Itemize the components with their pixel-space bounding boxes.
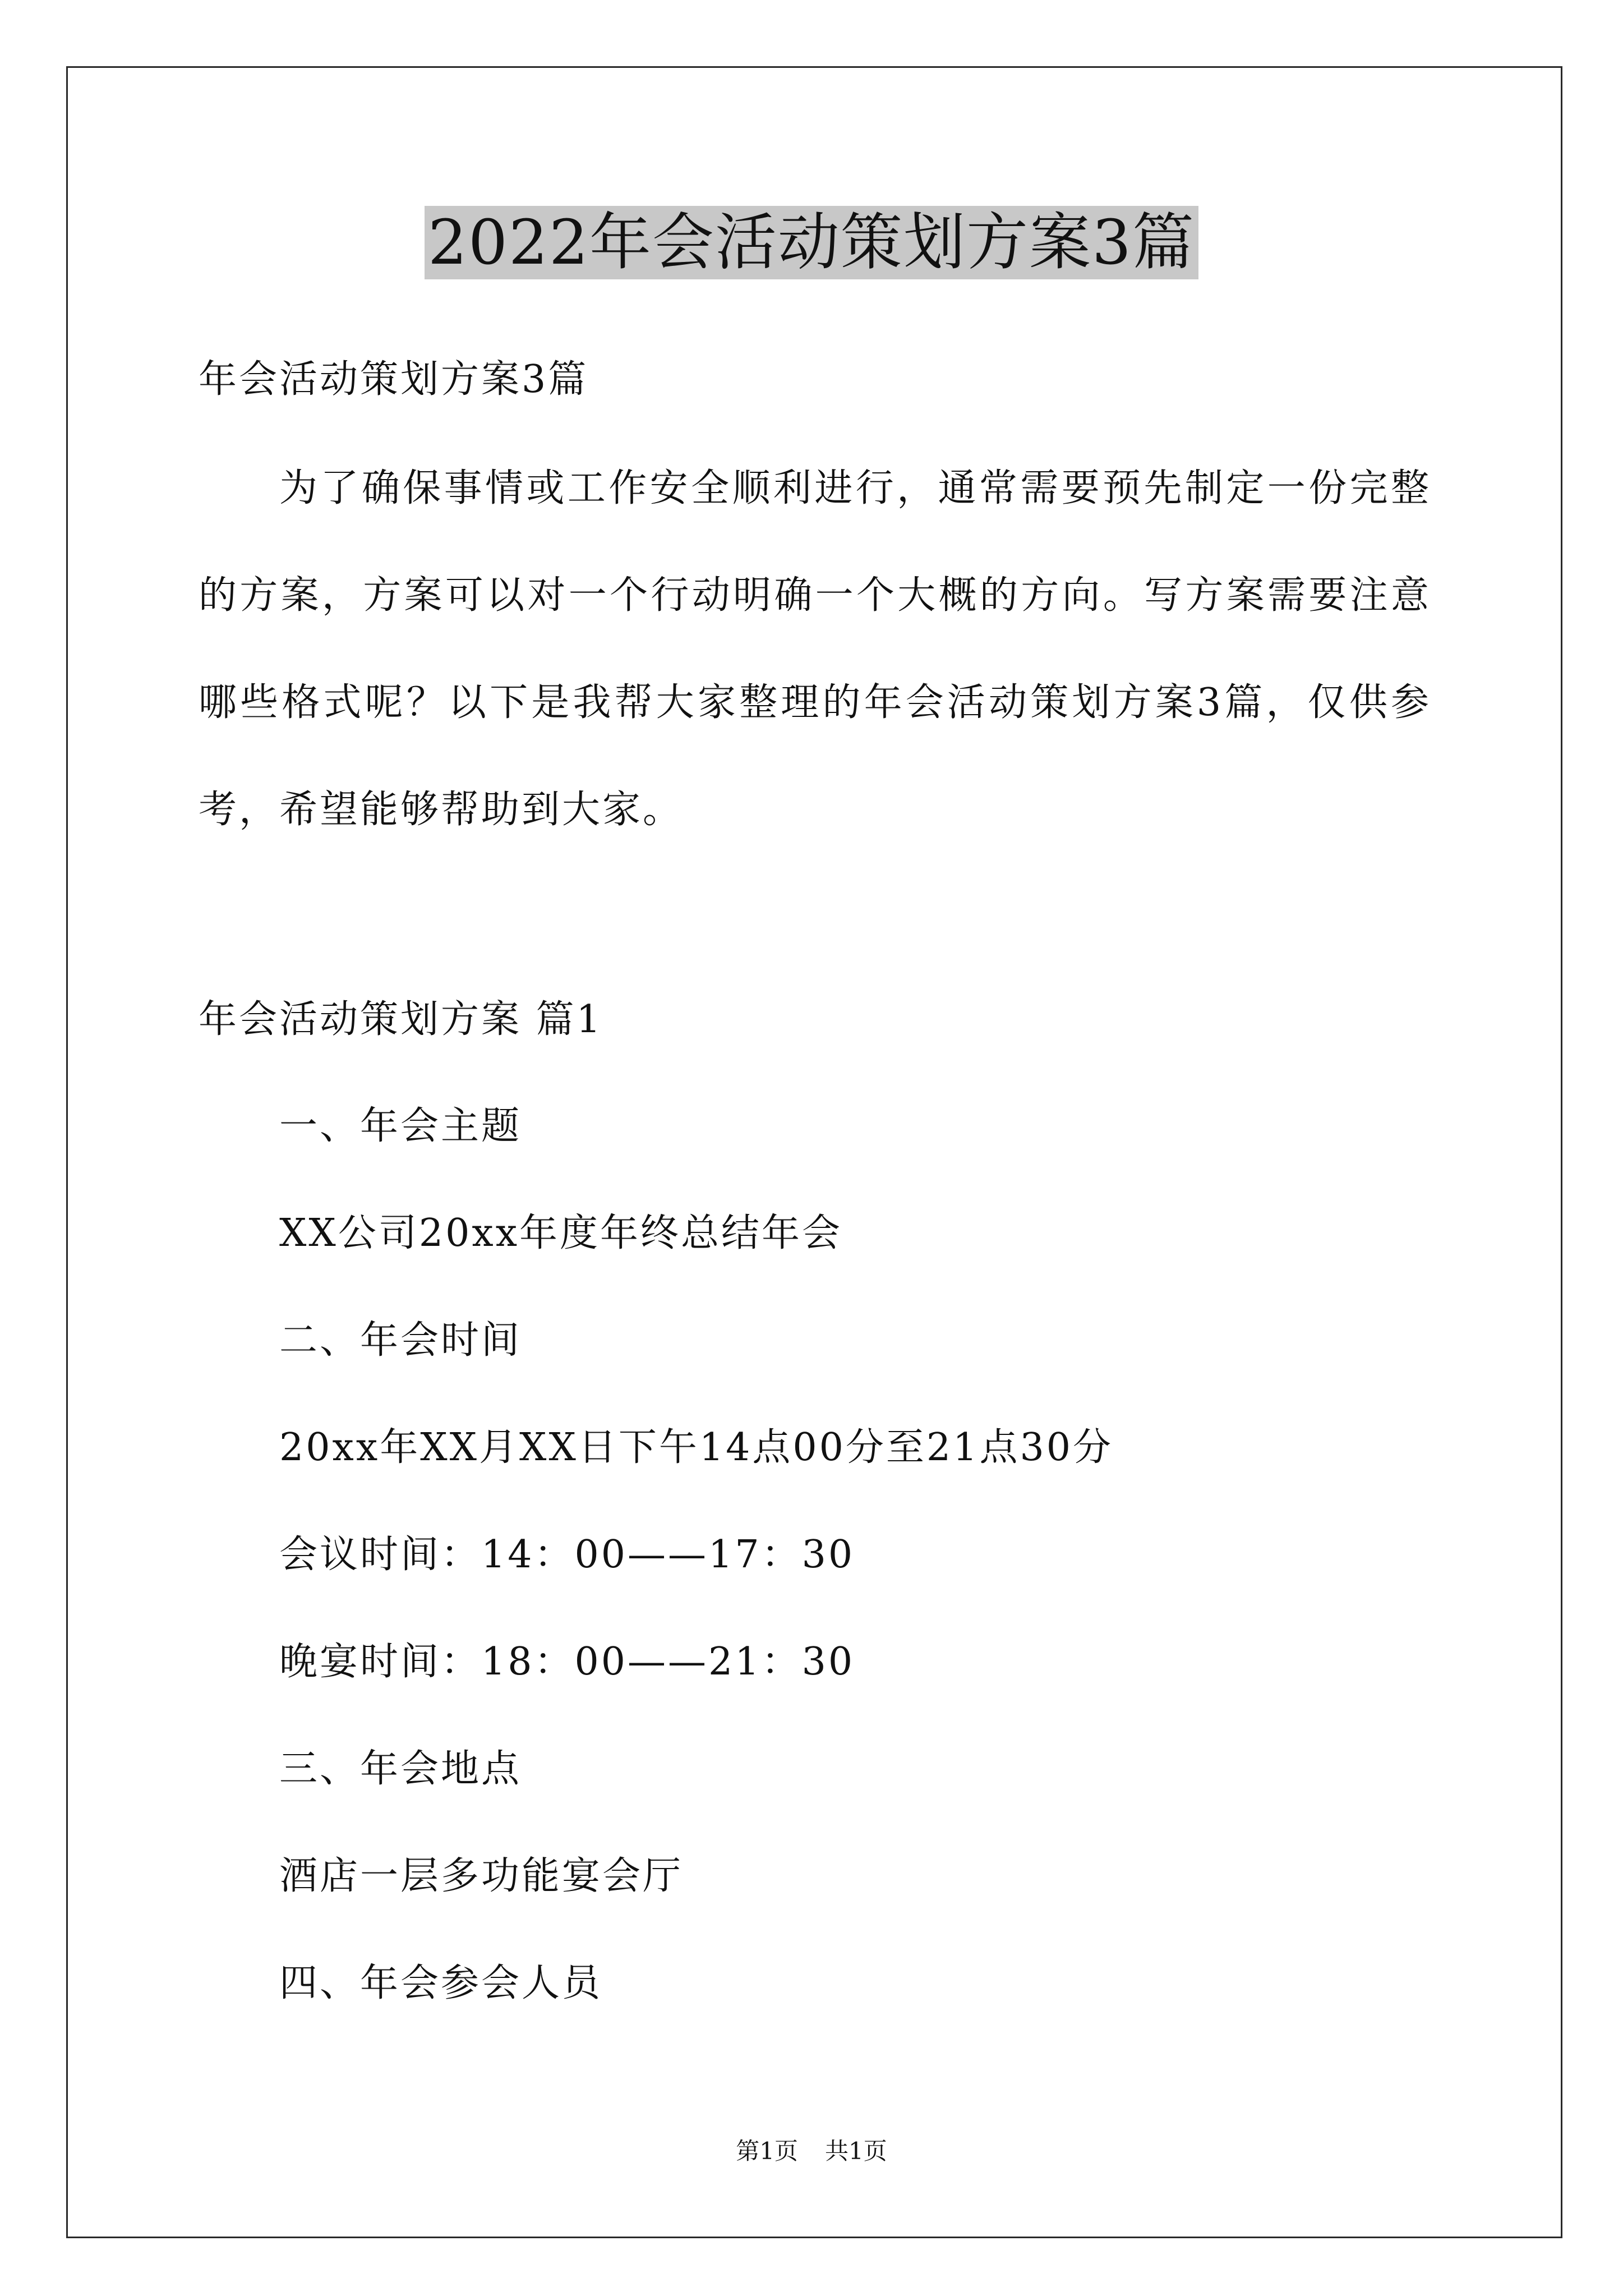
heading-time: 二、年会时间 [279,1318,522,1363]
body-line: 会议时间：14：00——17：30 [279,1533,855,1577]
body-line: 20xx年XX月XX日下午14点00分至21点30分 [279,1425,1113,1470]
body-line: 酒店一层多功能宴会厅 [279,1854,684,1898]
section-content [279,1073,1113,2037]
document-title: 2022年会活动策划方案3篇 [425,206,1198,279]
heading-theme: 一、年会主题 [279,1104,522,1148]
section-heading: 年会活动策划方案 篇1 [199,997,603,1042]
page-number: 第1页 [736,2137,798,2165]
heading-attendees: 四、年会参会人员 [279,1961,603,2005]
heading-location: 三、年会地点 [279,1747,522,1791]
body-line: 晚宴时间：18：00——21：30 [279,1640,855,1684]
body-line: XX公司20xx年度年终总结年会 [279,1211,843,1255]
intro-paragraph [199,435,1429,863]
intro-line: 为了确保事情或工作安全顺利进行，通常需要预先制定一份完整 [279,466,1429,510]
page-footer [0,2134,1623,2168]
title-container [0,206,1623,279]
intro-line: 的方案，方案可以对一个行动明确一个大概的方向。写方案需要注意 [199,573,1429,618]
intro-line: 哪些格式呢？以下是我帮大家整理的年会活动策划方案3篇，仅供参 [199,680,1429,725]
document-subtitle: 年会活动策划方案3篇 [199,357,589,402]
intro-line: 考，希望能够帮助到大家。 [199,788,684,832]
page-total: 共1页 [825,2137,887,2165]
